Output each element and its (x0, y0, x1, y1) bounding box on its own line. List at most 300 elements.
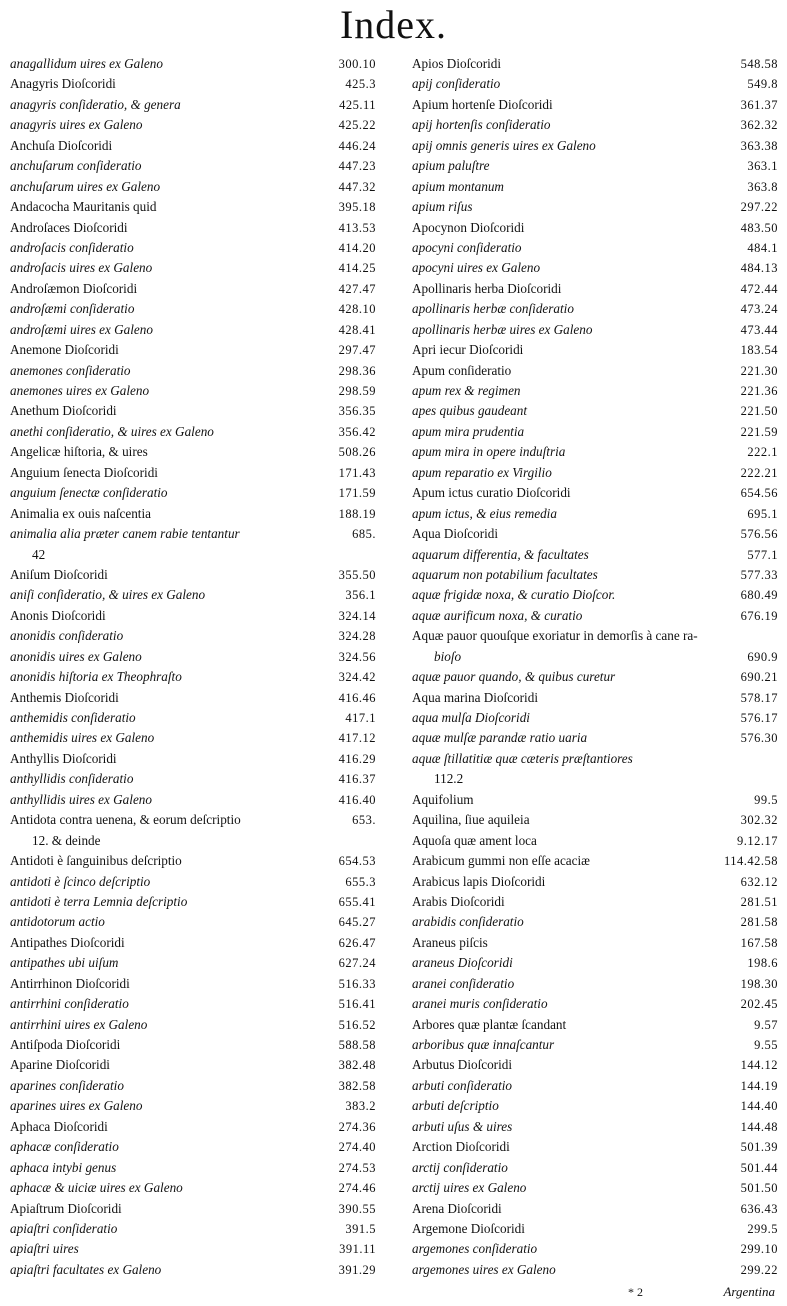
index-entry-label: aparines conſideratio (10, 1077, 124, 1093)
index-entry-label: bioſo (434, 648, 462, 664)
index-entry-label: apium montanum (412, 178, 504, 194)
index-entry-label: Anchuſa Dioſcoridi (10, 137, 113, 153)
index-entry (10, 177, 376, 197)
index-entry (412, 708, 778, 728)
index-entry (10, 994, 376, 1014)
index-entry (412, 258, 778, 278)
index-entry-label: Anguium ſenecta Dioſcoridi (10, 464, 158, 480)
index-entry-page-ref: 361.37 (740, 97, 778, 112)
index-entry (10, 258, 376, 278)
index-entry-page-ref: 298.36 (338, 363, 376, 378)
index-entry-page-ref: 473.24 (740, 302, 778, 317)
index-entry-page-ref: 9.55 (754, 1038, 778, 1052)
index-entry-label: anonidis uires ex Galeno (10, 648, 142, 664)
index-entry-label: apiaſtri uires (10, 1241, 79, 1257)
index-entry (10, 892, 376, 912)
index-entry-label: aniſi conſideratio, & uires ex Galeno (10, 587, 206, 603)
index-entry (10, 340, 376, 360)
index-entry (412, 790, 778, 810)
index-entry (412, 565, 778, 585)
index-entry-label: arctij conſideratio (412, 1159, 508, 1175)
index-entry-label: Anethum Dioſcoridi (10, 403, 117, 419)
index-entry (10, 749, 376, 769)
index-entry-label: Anthemis Dioſcoridi (10, 689, 119, 705)
index-entry-label: Angelicæ hiſtoria, & uires (10, 444, 148, 460)
index-entry (412, 872, 778, 892)
index-entry (412, 463, 778, 483)
index-entry-label: apium paluſtre (412, 158, 490, 174)
index-entry-page-ref: 324.14 (338, 608, 376, 623)
index-entry (412, 953, 778, 973)
index-entry-label: aphaca intybi genus (10, 1159, 117, 1175)
index-entry-label: 12. & deinde (32, 832, 101, 848)
index-entry-label: antidoti è ſcinco deſcriptio (10, 873, 151, 889)
index-entry-page-ref: 144.12 (740, 1058, 778, 1073)
index-entry-label: Antidota contra uenena, & eorum deſcriptio (10, 812, 241, 828)
index-entry-label: anethi conſideratio, & uires ex Galeno (10, 423, 214, 439)
index-entry-label: Arabicus lapis Dioſcoridi (412, 873, 546, 889)
index-entry-label: androſæmi uires ex Galeno (10, 321, 153, 337)
index-entry (10, 422, 376, 442)
index-entry-label: androſacis conſideratio (10, 239, 134, 255)
index-entry-page-ref: 425.11 (339, 97, 376, 112)
index-entry-label: aquæ aurificum noxa, & curatio (412, 607, 583, 623)
index-entry (412, 54, 778, 74)
index-entry-page-ref: 413.53 (338, 220, 376, 235)
index-entry (10, 1015, 376, 1035)
index-entry (10, 442, 376, 462)
index-entry-page-ref: 281.51 (740, 894, 778, 909)
index-entry-page-ref: 627.24 (338, 956, 376, 971)
index-entry (10, 1219, 376, 1239)
index-entry-page-ref: 363.8 (747, 179, 778, 194)
index-entry-label: apiaſtri conſideratio (10, 1220, 118, 1236)
index-entry-page-ref: 685. (352, 527, 376, 542)
index-entry-page-ref: 576.56 (740, 527, 778, 542)
index-entry (10, 1178, 376, 1198)
index-entry-label: Apum conſideratio (412, 362, 512, 378)
index-entry-page-ref: 222.21 (740, 465, 778, 480)
index-entry-label: apij hortenſis conſideratio (412, 117, 551, 133)
index-entry-page-ref: 425.22 (338, 118, 376, 133)
index-entry (412, 667, 778, 687)
index-entry (10, 708, 376, 728)
index-entry-label: Andacocha Mauritanis quid (10, 199, 157, 215)
index-entry (412, 749, 778, 769)
index-entry-page-ref: 297.47 (338, 343, 376, 358)
index-entry-page-ref: 655.41 (338, 894, 376, 909)
index-entry-label: anagyris conſideratio, & genera (10, 96, 181, 112)
index-entry-label: 112.2 (434, 771, 464, 787)
index-entry-label: androſæmi conſideratio (10, 301, 135, 317)
index-entry-page-ref: 221.50 (740, 404, 778, 419)
index-entry-page-ref: 202.45 (740, 997, 778, 1012)
index-entry (10, 1260, 376, 1280)
index-entry (412, 177, 778, 197)
index-entry-label: apum mira prudentia (412, 423, 525, 439)
index-entry-page-ref: 390.55 (338, 1201, 376, 1216)
index-entry (10, 279, 376, 299)
index-entry (10, 74, 376, 94)
index-entry (412, 74, 778, 94)
index-entry-label: apum rex & regimen (412, 383, 521, 398)
index-entry-page-ref: 383.2 (345, 1099, 376, 1114)
index-entry-label: anthyllidis conſideratio (10, 771, 134, 787)
index-entry (10, 606, 376, 626)
index-entry-page-ref: 578.17 (740, 690, 778, 705)
index-entry-label: antidotorum actio (10, 914, 105, 930)
index-entry-page-ref: 447.32 (338, 179, 376, 194)
index-entry-page-ref: 428.10 (338, 302, 376, 317)
index-entry-page-ref: 416.46 (338, 690, 376, 705)
index-entry-page-ref: 472.44 (740, 281, 778, 296)
index-entry-label: Apocynon Dioſcoridi (412, 219, 525, 235)
index-entry (10, 667, 376, 687)
index-entry-label: apum reparatio ex Virgilio (412, 464, 552, 480)
index-entry-page-ref: 427.47 (338, 281, 376, 296)
index-entry (412, 504, 778, 524)
index-entry-page-ref: 414.20 (338, 240, 376, 255)
index-entry-page-ref: 516.33 (338, 976, 376, 991)
index-entry (412, 299, 778, 319)
index-entry-page-ref: 391.11 (339, 1242, 376, 1257)
index-entry-page-ref: 362.32 (740, 118, 778, 133)
index-entry (10, 218, 376, 238)
index-entry-page-ref: 416.29 (338, 751, 376, 766)
index-entry (412, 524, 778, 544)
index-entry (10, 361, 376, 381)
index-entry-page-ref: 417.12 (338, 731, 376, 746)
index-entry-label: Arabis Dioſcoridi (412, 893, 505, 909)
index-entry-page-ref: 171.59 (338, 486, 376, 501)
index-entry (412, 340, 778, 360)
index-entry (412, 197, 778, 217)
index-entry-page-ref: 508.26 (338, 445, 376, 460)
index-entry (10, 238, 376, 258)
index-entry-page-ref: 653. (352, 813, 376, 828)
index-entry-page-ref: 391.29 (338, 1262, 376, 1277)
index-entry-label: Androſæmon Dioſcoridi (10, 280, 138, 296)
index-entry-page-ref: 654.53 (338, 854, 376, 869)
index-entry-page-ref: 274.40 (338, 1140, 376, 1155)
index-entry-page-ref: 356.35 (338, 404, 376, 419)
index-entry-page-ref: 324.28 (338, 629, 376, 644)
index-entry (10, 1137, 376, 1157)
index-entry-page-ref: 9.57 (754, 1017, 778, 1032)
index-entry-label: Aparine Dioſcoridi (10, 1057, 110, 1073)
index-entry (412, 1055, 778, 1075)
index-entry-page-ref: 324.56 (338, 649, 376, 664)
index-entry-label: Apollinaris herba Dioſcoridi (412, 280, 562, 296)
index-entry-page-ref: 391.5 (345, 1221, 376, 1236)
index-entry (10, 933, 376, 953)
index-entry (10, 626, 376, 646)
index-entry-label: araneus Dioſcoridi (412, 955, 513, 971)
index-entry-label: anemones conſideratio (10, 362, 131, 378)
index-entry (412, 115, 778, 135)
index-entry (10, 565, 376, 585)
index-entry (10, 1035, 376, 1055)
index-entry-label: antirrhini conſideratio (10, 996, 129, 1012)
index-entry-page-ref: 428.41 (338, 322, 376, 337)
index-entry-page-ref: 516.41 (338, 997, 376, 1012)
index-entry-label: Arabicum gummi non eſſe acaciæ (412, 853, 590, 869)
index-entry-label: Animalia ex ouis naſcentia (10, 505, 151, 521)
index-entry-label: androſacis uires ex Galeno (10, 260, 153, 276)
index-entry (10, 504, 376, 524)
index-entry (412, 892, 778, 912)
index-entry-page-ref: 171.43 (338, 465, 376, 480)
index-entry (412, 1015, 778, 1035)
index-entry-label: antidoti è terra Lemnia deſcriptio (10, 893, 188, 909)
index-entry-page-ref: 484.13 (740, 261, 778, 276)
index-entry-page-ref: 690.21 (740, 670, 778, 685)
index-entry (412, 218, 778, 238)
index-entry-page-ref: 473.44 (740, 322, 778, 337)
index-entry (412, 606, 778, 626)
index-entry (412, 1035, 778, 1055)
index-entry-label: Arbores quæ plantæ ſcandant (412, 1016, 567, 1032)
index-entry (10, 320, 376, 340)
index-entry-label: aquæ mulſæ parandæ ratio uaria (412, 730, 588, 746)
index-entry (412, 1260, 778, 1280)
index-entry-page-ref: 645.27 (338, 915, 376, 930)
index-entry-page-ref: 417.1 (345, 711, 376, 725)
index-entry-label: argemones uires ex Galeno (412, 1261, 556, 1277)
index-entry-page-ref: 395.18 (338, 200, 376, 215)
index-entry (10, 1158, 376, 1178)
index-entry-page-ref: 655.3 (345, 874, 376, 889)
index-entry-label: antirrhini uires ex Galeno (10, 1016, 148, 1032)
index-entry-label: Argemone Dioſcoridi (412, 1220, 525, 1236)
index-entry (10, 54, 376, 74)
index-entry (412, 279, 778, 299)
index-entry-page-ref: 222.1 (747, 445, 778, 460)
index-entry (10, 1239, 376, 1259)
index-entry-page-ref: 414.25 (338, 261, 376, 276)
index-entry (10, 974, 376, 994)
index-entry-page-ref: 363.1 (747, 159, 778, 174)
index-entry (412, 95, 778, 115)
index-entry-label: Anemone Dioſcoridi (10, 342, 119, 358)
index-entry-label: aquæ ſtillatitiæ quæ cæteris præſtantiores (412, 750, 633, 766)
index-entry (10, 1117, 376, 1137)
index-entry (412, 483, 778, 503)
index-entry (10, 401, 376, 421)
index-entry-label: aquarum non potabilium facultates (412, 566, 598, 582)
index-entry-page-ref: 300.10 (338, 57, 376, 71)
index-entry-page-ref: 356.1 (345, 588, 376, 603)
index-entry (412, 626, 778, 646)
index-entry-page-ref: 483.50 (740, 220, 778, 235)
index-entry (10, 463, 376, 483)
index-entry (412, 1199, 778, 1219)
index-entry-label: Aqua Dioſcoridi (412, 526, 499, 542)
index-entry (412, 238, 778, 258)
index-entry (412, 647, 778, 667)
index-entry-label: argemones conſideratio (412, 1241, 538, 1257)
index-entry (412, 933, 778, 953)
index-entry-page-ref: 363.38 (740, 138, 778, 153)
index-entry-page-ref: 167.58 (740, 935, 778, 950)
index-entry (10, 953, 376, 973)
index-entry-page-ref: 501.44 (740, 1160, 778, 1175)
index-entry-label: anguium ſenectæ conſideratio (10, 485, 168, 501)
index-entry (10, 872, 376, 892)
index-entry (412, 156, 778, 176)
index-entry-label: antipathes ubi uiſum (10, 955, 119, 971)
index-entry (412, 851, 778, 871)
index-entry-label: arboribus quæ innaſcantur (412, 1037, 555, 1052)
index-entry-label: Antiſpoda Dioſcoridi (10, 1037, 121, 1052)
index-entry (10, 1096, 376, 1116)
index-entry-page-ref: 221.59 (740, 424, 778, 439)
index-entry (412, 1137, 778, 1157)
index-entry (10, 769, 376, 789)
index-entry-label: aranei muris conſideratio (412, 996, 548, 1012)
index-entry (10, 299, 376, 319)
index-entry-label: Arena Dioſcoridi (412, 1200, 502, 1216)
index-entry-page-ref: 274.53 (338, 1160, 376, 1175)
index-entry-label: Aphaca Dioſcoridi (10, 1118, 108, 1134)
index-entry-label: Anagyris Dioſcoridi (10, 76, 116, 92)
index-entry-label: Apiaſtrum Dioſcoridi (10, 1200, 122, 1216)
index-entry-page-ref: 144.48 (740, 1119, 778, 1134)
index-entry-label: Anthyllis Dioſcoridi (10, 750, 117, 766)
index-entry (412, 136, 778, 156)
index-entry-label: Apios Dioſcoridi (412, 56, 502, 71)
index-entry-page-ref: 588.58 (338, 1038, 376, 1052)
index-entry-label: anagallidum uires ex Galeno (10, 56, 163, 71)
index-entry-label: Aquilina, ſiue aquileia (412, 812, 530, 828)
index-entry-page-ref: 576.30 (740, 731, 778, 746)
index-entry-label: arabidis conſideratio (412, 914, 524, 930)
index-entry-page-ref: 632.12 (740, 874, 778, 889)
index-entry-label: Androſaces Dioſcoridi (10, 219, 128, 235)
index-entry-label: anthemidis uires ex Galeno (10, 730, 155, 746)
index-entry-page-ref: 425.3 (345, 77, 376, 92)
index-entry-page-ref: 198.6 (747, 956, 778, 971)
index-entry-label: apiaſtri facultates ex Galeno (10, 1261, 162, 1277)
index-entry-label: aquæ frigidæ noxa, & curatio Dioſcor. (412, 587, 616, 603)
index-entry-label: Antipathes Dioſcoridi (10, 934, 125, 950)
index-entry-label: anonidis hiſtoria ex Theophraſto (10, 669, 182, 685)
index-entry (412, 974, 778, 994)
index-entry (412, 1178, 778, 1198)
index-entry-label: apij omnis generis uires ex Galeno (412, 137, 596, 153)
index-entry (10, 95, 376, 115)
index-entry-page-ref: 114.42.58 (723, 854, 778, 869)
index-entry-label: Aquoſa quæ ament loca (412, 832, 537, 848)
index-entry-page-ref: 274.46 (338, 1181, 376, 1196)
index-entry-label: anthyllidis uires ex Galeno (10, 791, 152, 807)
index-entry (10, 136, 376, 156)
index-entry-label: apocyni uires ex Galeno (412, 260, 541, 276)
index-entry (10, 831, 376, 851)
index-entry-page-ref: 221.30 (740, 363, 778, 378)
index-entry-label: anchuſarum uires ex Galeno (10, 178, 161, 194)
index-entry-page-ref: 355.50 (338, 567, 376, 582)
index-entry-label: aphacæ & uiciæ uires ex Galeno (10, 1180, 183, 1196)
index-entry-page-ref: 416.37 (338, 772, 376, 787)
index-entry-label: arbuti deſcriptio (412, 1098, 499, 1114)
index-entry-page-ref: 577.1 (747, 547, 778, 562)
index-entry (10, 790, 376, 810)
index-entry-page-ref: 416.40 (338, 792, 376, 807)
index-entry (412, 1117, 778, 1137)
index-entry (10, 524, 376, 544)
index-entry (412, 361, 778, 381)
index-entry (412, 585, 778, 605)
index-entry-page-ref: 302.32 (740, 813, 778, 828)
index-entry (412, 769, 778, 789)
index-entry-page-ref: 501.39 (740, 1140, 778, 1155)
index-entry-label: anthemidis conſideratio (10, 710, 136, 725)
index-entry-label: Aquifolium (412, 791, 474, 807)
index-entry-page-ref: 690.9 (747, 649, 778, 664)
index-entry-page-ref: 297.22 (740, 200, 778, 215)
index-entry-page-ref: 99.5 (754, 792, 778, 807)
index-entry (10, 810, 376, 830)
index-entry (10, 647, 376, 667)
page-title: Index. (339, 2, 448, 47)
index-entry-label: apocyni conſideratio (412, 239, 522, 255)
index-entry (412, 320, 778, 340)
index-entry-page-ref: 676.19 (740, 608, 778, 623)
index-entry-label: apollinaris herbæ uires ex Galeno (412, 321, 593, 337)
index-entry-label: aqua mulſa Dioſcoridi (412, 710, 530, 725)
index-entry (412, 1239, 778, 1259)
index-entry-label: Antidoti è ſanguinibus deſcriptio (10, 853, 182, 869)
index-entry (10, 912, 376, 932)
index-entry (412, 1158, 778, 1178)
index-entry-label: aphacæ conſideratio (10, 1139, 119, 1155)
index-entry-label: Antirrhinon Dioſcoridi (10, 975, 130, 991)
index-entry (10, 197, 376, 217)
index-entry-page-ref: 299.5 (747, 1221, 778, 1236)
index-entry-label: apum ictus, & eius remedia (412, 505, 557, 521)
index-entry-page-ref: 548.58 (740, 57, 778, 71)
index-entry-label: arctij uires ex Galeno (412, 1180, 527, 1196)
index-entry-label: animalia alia præter canem rabie tentantur (10, 526, 240, 542)
index-entry-label: Aquæ pauor quouſque exoriatur in demorſis à cane ra- (412, 628, 698, 644)
index-entry (10, 728, 376, 748)
index-entry-page-ref: 221.36 (740, 384, 778, 398)
index-column-left (10, 54, 376, 1280)
index-entry (412, 1219, 778, 1239)
index-entry-label: Araneus piſcis (412, 934, 488, 950)
index-entry-page-ref: 382.48 (338, 1058, 376, 1073)
index-entry-label: apium riſus (412, 199, 473, 215)
index-entry-page-ref: 382.58 (338, 1078, 376, 1093)
index-entry (412, 831, 778, 851)
index-entry (412, 442, 778, 462)
index-entry (412, 545, 778, 565)
index-entry-page-ref: 577.33 (740, 567, 778, 582)
signature-mark: * 2 (628, 1285, 643, 1299)
index-entry-page-ref: 654.56 (740, 486, 778, 501)
index-entry-label: aparines uires ex Galeno (10, 1098, 143, 1114)
index-entry-page-ref: 299.22 (740, 1262, 778, 1277)
index-entry-label: Apum ictus curatio Dioſcoridi (412, 485, 571, 501)
index-entry-page-ref: 446.24 (338, 138, 376, 153)
index-entry-label: aranei conſideratio (412, 975, 515, 991)
index-entry-page-ref: 183.54 (740, 343, 778, 358)
index-entry-label: 42 (32, 546, 46, 562)
index-entry-label: arbuti conſideratio (412, 1077, 513, 1093)
index-entry (10, 156, 376, 176)
index-entry-page-ref: 188.19 (338, 506, 376, 521)
